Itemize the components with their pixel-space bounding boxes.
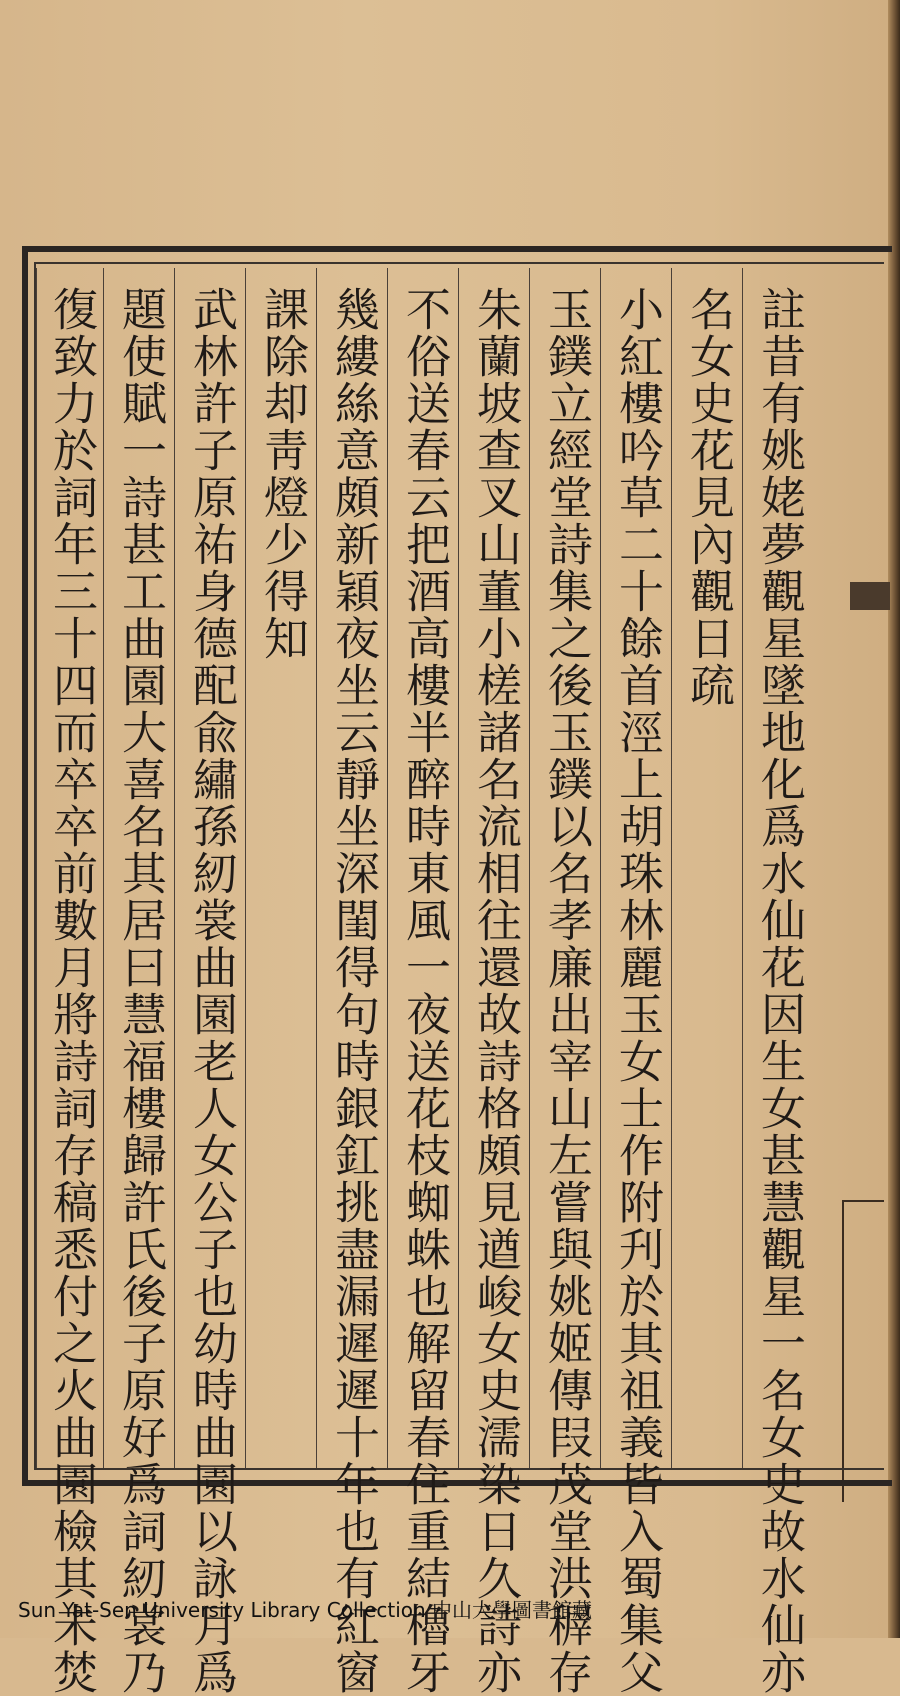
text-column-4: 玉鏷立經堂詩集之後玉鏷以名孝廉出宰山左嘗與姚姬傳叚茂堂洪稺存 [540,286,593,1696]
text-column-10: 題使賦一詩甚工曲園大喜名其居曰慧福樓歸許氏後子原好爲詞紉裳乃 [114,286,167,1696]
text-column-3: 小紅樓吟草二十餘首涇上胡珠林麗玉女士作附刋於其祖義皆入蜀集父 [611,286,664,1696]
text-column-2: 名女史花見內觀日疏 [682,286,735,709]
text-column-6: 不俗送春云把酒高樓半醉時東風一夜送花枝蜘蛛也解留春住重結櫓牙 [398,286,451,1696]
text-column-9: 武林許子原祐身德配兪繡孫紉裳曲園老人女公子也幼時曲園以詠月爲 [185,286,238,1696]
text-column-7: 幾縷絲意頗新穎夜坐云靜坐深閨得句時銀釭挑盡漏遲遲十年也有紅窗 [327,286,380,1696]
text-column-1: 註昔有姚姥夢觀星墜地化爲水仙花因生女甚慧觀星一名女史故水仙亦 [753,286,806,1696]
text-column-11: 復致力於詞年三十四而卒卒前數月將詩詞存稿悉付之火曲園檢其未焚 [45,286,98,1696]
collection-credit: Sun Yat-Sen University Library Collection 中山大學圖書館藏 [18,1598,593,1622]
text-column-5: 朱蘭坡查叉山董小槎諸名流相往還故詩格頗見遒峻女史濡染日久詩亦 [469,286,522,1696]
text-column-8: 課除却靑燈少得知 [256,286,309,662]
